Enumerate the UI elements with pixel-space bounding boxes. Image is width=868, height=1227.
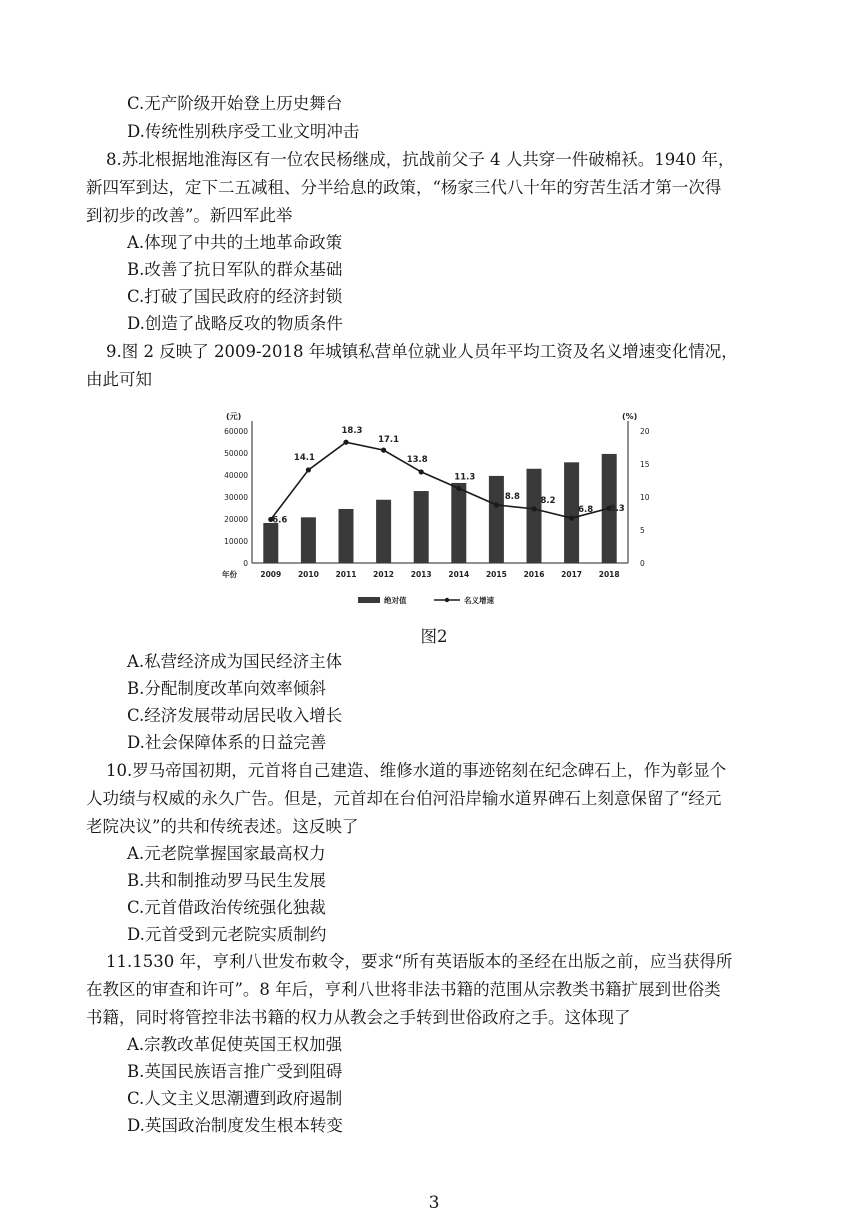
y-left-tick-label: 0 <box>243 559 248 568</box>
bar-2012 <box>376 500 391 563</box>
wage-chart <box>208 403 658 625</box>
q11-stem-line-2: 在教区的审查和许可”。8 年后，亨利八世将非法书籍的范围从宗教类书籍扩展到世俗类 <box>86 980 721 999</box>
y-left-unit: (元) <box>226 412 242 421</box>
growth-data-label: 6.8 <box>578 505 594 516</box>
q8-option-b: B.改善了抗日军队的群众基础 <box>127 260 343 279</box>
bar-2009 <box>263 523 278 563</box>
bar-2014 <box>451 483 466 563</box>
q10-stem-line-3: 老院决议”的共和传统表述。这反映了 <box>86 817 359 836</box>
q10-option-a: A.元老院掌握国家最高权力 <box>127 844 326 863</box>
bar-2010 <box>301 517 316 563</box>
q9-stem-line-1: 9.图 2 反映了 2009-2018 年城镇私营单位就业人员年平均工资及名义增速变化情况， <box>106 342 738 361</box>
legend-bar-swatch <box>358 597 380 603</box>
x-tick-label: 2017 <box>561 570 583 579</box>
y-left-tick-label: 40000 <box>224 471 248 480</box>
q11-stem-line-3: 书籍，同时将管控非法书籍的权力从教会之手转到世俗政府之手。这体现了 <box>86 1008 631 1027</box>
q8-stem-line-2: 新四军到达，定下二五减租、分半给息的政策，“杨家三代八十年的穷苦生活才第一次得 <box>86 178 722 197</box>
q7-option-c: C.无产阶级开始登上历史舞台 <box>127 94 343 113</box>
growth-point-2017 <box>569 516 574 521</box>
legend-line-label: 名义增速 <box>464 596 494 605</box>
q10-stem-line-1: 10.罗马帝国初期，元首将自己建造、维修水道的事迹铭刻在纪念碑石上，作为彰显个 <box>106 761 727 780</box>
bar-2015 <box>489 476 504 563</box>
growth-point-2010 <box>306 467 311 472</box>
y-left-tick-label: 50000 <box>224 449 248 458</box>
growth-data-label: 8.2 <box>540 495 556 506</box>
growth-data-label: 18.3 <box>341 426 363 437</box>
q9-option-c: C.经济发展带动居民收入增长 <box>127 706 343 725</box>
x-tick-label: 2012 <box>373 570 395 579</box>
page-number: 3 <box>428 1193 440 1213</box>
q9-option-a: A.私营经济成为国民经济主体 <box>127 652 343 671</box>
growth-data-label: 11.3 <box>454 472 476 483</box>
growth-line <box>271 442 609 519</box>
q10-option-b: B.共和制推动罗马民生发展 <box>127 871 326 890</box>
growth-point-2013 <box>419 469 424 474</box>
x-tick-label: 2013 <box>410 570 432 579</box>
q8-option-c: C.打破了国民政府的经济封锁 <box>127 287 343 306</box>
y-left-tick-label: 10000 <box>224 537 248 546</box>
q10-stem-line-2: 人功绩与权威的永久广告。但是，元首却在台伯河沿岸输水道界碑石上刻意保留了“经元 <box>86 789 722 808</box>
y-left-tick-label: 60000 <box>224 427 248 436</box>
y-right-tick-label: 15 <box>640 460 650 469</box>
x-tick-label: 2015 <box>485 570 507 579</box>
growth-point-2014 <box>456 486 461 491</box>
bar-2016 <box>527 469 542 563</box>
q11-option-d: D.英国政治制度发生根本转变 <box>127 1116 343 1135</box>
y-right-tick-label: 5 <box>640 526 645 535</box>
q10-option-d: D.元首受到元老院实质制约 <box>127 925 327 944</box>
y-right-tick-label: 0 <box>640 559 645 568</box>
growth-data-label: 8.8 <box>504 491 520 502</box>
q7-option-d: D.传统性别秩序受工业文明冲击 <box>127 122 360 141</box>
x-axis-label: 年份 <box>222 570 237 579</box>
q11-option-c: C.人文主义思潮遭到政府遏制 <box>127 1089 343 1108</box>
x-tick-label: 2018 <box>598 570 620 579</box>
x-tick-label: 2014 <box>448 570 470 579</box>
legend-bar-label: 绝对值 <box>384 596 407 605</box>
bar-2013 <box>414 491 429 563</box>
q8-stem-line-1: 8.苏北根据地淮海区有一位农民杨继成，抗战前父子 4 人共穿一件破棉袄。1940 年， <box>106 150 735 169</box>
q10-option-c: C.元首借政治传统强化独裁 <box>127 898 326 917</box>
q9-option-d: D.社会保障体系的日益完善 <box>127 733 327 752</box>
x-tick-label: 2010 <box>297 570 319 579</box>
q8-stem-line-3: 到初步的改善”。新四军此举 <box>86 206 293 225</box>
q9-stem-line-2: 由此可知 <box>86 370 152 389</box>
y-left-tick-label: 30000 <box>224 493 248 502</box>
q8-option-a: A.体现了中共的土地革命政策 <box>127 233 343 252</box>
q11-option-b: B.英国民族语言推广受到阻碍 <box>127 1062 343 1081</box>
q9-option-b: B.分配制度改革向效率倾斜 <box>127 679 326 698</box>
q11-option-a: A.宗教改革促使英国王权加强 <box>127 1035 343 1054</box>
growth-data-label: 13.8 <box>406 454 428 465</box>
x-tick-label: 2009 <box>260 570 282 579</box>
q11-stem-line-1: 11.1530 年，亨利八世发布敕令，要求“所有英语版本的圣经在出版之前，应当获得所 <box>106 952 733 971</box>
growth-data-label: 8.3 <box>609 504 625 515</box>
growth-point-2012 <box>381 448 386 453</box>
legend-line-marker <box>445 598 449 602</box>
bar-2011 <box>339 509 354 563</box>
growth-data-label: 14.1 <box>293 452 315 463</box>
growth-point-2016 <box>531 506 536 511</box>
growth-point-2011 <box>343 440 348 445</box>
y-right-tick-label: 10 <box>640 493 650 502</box>
x-tick-label: 2016 <box>523 570 545 579</box>
y-right-tick-label: 20 <box>640 427 650 436</box>
q8-option-d: D.创造了战略反攻的物质条件 <box>127 314 343 333</box>
growth-point-2015 <box>494 502 499 507</box>
x-tick-label: 2011 <box>335 570 357 579</box>
figure-caption: 图2 <box>420 627 448 646</box>
y-left-tick-label: 20000 <box>224 515 248 524</box>
bar-2017 <box>564 462 579 563</box>
growth-data-label: 6.6 <box>272 515 288 526</box>
growth-data-label: 17.1 <box>378 435 400 446</box>
y-right-unit: (%) <box>622 412 638 421</box>
